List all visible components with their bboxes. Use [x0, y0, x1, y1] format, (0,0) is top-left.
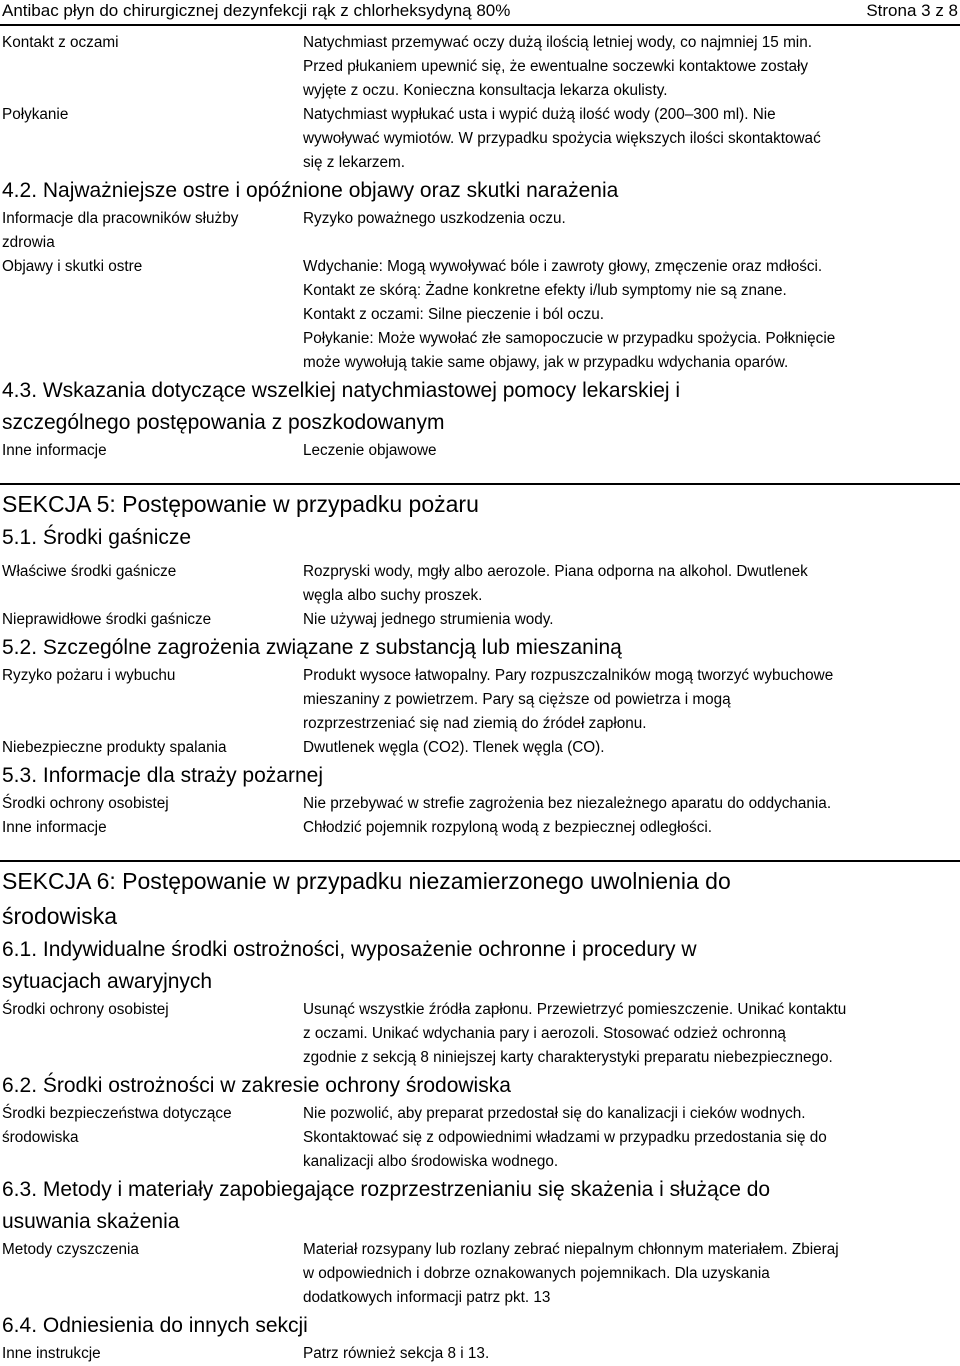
text-line: Produkt wysoce łatwopalny. Pary rozpuszczalników mogą tworzyć wybuchowe: [303, 667, 834, 684]
text-line: Przed płukaniem upewnić się, że ewentualne soczewki kontaktowe zostały: [303, 58, 809, 75]
text-line: Nie pozwolić, aby preparat przedostał się do kanalizacji i cieków wodnych.: [303, 1105, 806, 1122]
other-info-value: Leczenie objawowe: [303, 442, 437, 459]
personal-precautions-row: [0, 998, 960, 1070]
environmental-label: Środki bezpieczeństwa dotyczące środowiska: [2, 1105, 232, 1146]
text-line: dodatkowych informacji patrz pkt. 13: [303, 1289, 551, 1306]
cleanup-label: Metody czyszczenia: [2, 1241, 139, 1258]
ingestion-label: Połykanie: [2, 106, 69, 123]
text-line: Rozpryski wody, mgły albo aerozole. Piana odporna na alkohol. Dwutlenek: [303, 563, 808, 580]
references-label: Inne instrukcje: [2, 1345, 101, 1362]
subsection-heading-6-4: 6.4. Odniesienia do innych sekcji: [2, 1314, 308, 1337]
section-5: [0, 483, 960, 522]
subsection-heading-6-3: 6.3. Metody i materiały zapobiegające rozprzestrzenianiu się skażenia i służące do usuwania skażenia: [2, 1178, 771, 1233]
firefighter-ppe-label: Środki ochrony osobistej: [2, 795, 169, 812]
combustion-products-value: Dwutlenek węgla (CO2). Tlenek węgla (CO).: [303, 739, 605, 756]
references-value: Patrz również sekcja 8 i 13.: [303, 1345, 490, 1362]
unsuitable-media-row: [0, 608, 960, 632]
text-line: mieszaniny z powietrzem. Pary są cięższe od powietrza i mogą: [303, 691, 731, 708]
firefighter-other-value: Chłodzić pojemnik rozpyloną wodą z bezpiecznej odległości.: [303, 819, 712, 836]
text-line: Materiał rozsypany lub rozlany zebrać niepalnym chłonnym materiałem. Zbieraj: [303, 1241, 839, 1258]
combustion-products-label: Niebezpieczne produkty spalania: [2, 739, 227, 756]
text-line: z oczami. Unikać wdychania pary i aerozoli. Stosować odzież ochronną: [303, 1025, 786, 1042]
text-line: wywoływać wymiotów. W przypadku spożycia większych ilości skontaktować: [303, 130, 821, 147]
text-line: Wdychanie: Mogą wywoływać bóle i zawroty głowy, zmęczenie oraz mdłości.: [303, 258, 823, 275]
personal-precautions-value: [303, 998, 923, 1070]
section-heading-6-cont: środowiska: [2, 903, 118, 929]
references-row: [0, 1342, 960, 1366]
eye-contact-row: [0, 31, 960, 103]
other-info-row: [0, 439, 960, 463]
text-line: Natychmiast przemywać oczy dużą ilością letniej wody, co najmniej 15 min.: [303, 34, 812, 51]
page-header: [0, 0, 960, 26]
section-6: [0, 860, 960, 934]
text-line: się z lekarzem.: [303, 154, 406, 171]
symptoms-value: [303, 255, 923, 375]
unsuitable-media-value: Nie używaj jednego strumienia wody.: [303, 611, 554, 628]
text-line: węgla albo suchy proszek.: [303, 587, 483, 604]
unsuitable-media-label: Nieprawidłowe środki gaśnicze: [2, 611, 212, 628]
subsection-heading-6-2: 6.2. Środki ostrożności w zakresie ochrony środowiska: [2, 1074, 511, 1097]
eye-contact-value: [303, 31, 923, 103]
symptoms-row: [0, 255, 960, 375]
section-heading-6: SEKCJA 6: Postępowanie w przypadku niezamierzonego uwolnienia do: [2, 868, 731, 894]
text-line: Kontakt z oczami: Silne pieczenie i ból oczu.: [303, 306, 604, 323]
suitable-media-row: [0, 560, 960, 608]
firefighter-ppe-value: Nie przebywać w strefie zagrożenia bez niezależnego aparatu do oddychania.: [303, 795, 832, 812]
text-line: Skontaktować się z odpowiednimi władzami w przypadku przedostania się do: [303, 1129, 827, 1146]
subsection-heading-4-3: 4.3. Wskazania dotyczące wszelkiej natychmiastowej pomocy lekarskiej i szczególnego postępowania z poszkodowanym: [2, 379, 681, 434]
environmental-value: [303, 1102, 923, 1174]
ingestion-value: [303, 103, 923, 175]
medical-info-value: Ryzyko poważnego uszkodzenia oczu.: [303, 210, 566, 227]
text-line: Połykanie: Może wywołać złe samopoczucie w przypadku spożycia. Połknięcie: [303, 330, 836, 347]
firefighter-other-row: [0, 816, 960, 840]
eye-contact-label: Kontakt z oczami: [2, 34, 119, 51]
firefighter-other-label: Inne informacje: [2, 819, 107, 836]
document-title: Antibac płyn do chirurgicznej dezynfekcji rąk z chlorheksydyną 80%: [2, 1, 511, 20]
suitable-media-label: Właściwe środki gaśnicze: [2, 563, 177, 580]
ingestion-row: [0, 103, 960, 175]
medical-info-row: [0, 207, 960, 255]
firefighter-ppe-row: [0, 792, 960, 816]
text-line: może wywołują takie same objawy, jak w przypadku wdychania oparów.: [303, 354, 789, 371]
text-line: w odpowiednich i dobrze oznakowanych pojemnikach. Dla uzyskania: [303, 1265, 770, 1282]
fire-risk-value: [303, 664, 923, 736]
text-line: rozprzestrzeniać się nad ziemią do źródeł zapłonu.: [303, 715, 647, 732]
subsection-heading-5-3: 5.3. Informacje dla straży pożarnej: [2, 764, 323, 787]
subsection-heading-4-2: 4.2. Najważniejsze ostre i opóźnione objawy oraz skutki narażenia: [2, 179, 619, 202]
subsection-heading-5-2: 5.2. Szczególne zagrożenia związane z substancją lub mieszaniną: [2, 636, 622, 659]
text-line: Natychmiast wypłukać usta i wypić dużą ilość wody (200–300 ml). Nie: [303, 106, 776, 123]
text-line: Kontakt ze skórą: Żadne konkretne efekty i/lub symptomy nie są znane.: [303, 282, 787, 299]
subsection-heading-5-1: 5.1. Środki gaśnicze: [2, 526, 192, 549]
other-info-label: Inne informacje: [2, 442, 107, 459]
fire-risk-label: Ryzyko pożaru i wybuchu: [2, 667, 176, 684]
text-line: kanalizacji albo środowiska wodnego.: [303, 1153, 559, 1170]
text-line: Usunąć wszystkie źródła zapłonu. Przewietrzyć pomieszczenie. Unikać kontaktu: [303, 1001, 847, 1018]
fire-risk-row: [0, 664, 960, 736]
environmental-row: [0, 1102, 960, 1174]
personal-precautions-label: Środki ochrony osobistej: [2, 1001, 169, 1018]
cleanup-row: [0, 1238, 960, 1310]
page-number: Strona 3 z 8: [866, 1, 958, 20]
suitable-media-value: [303, 560, 923, 608]
combustion-products-row: [0, 736, 960, 760]
cleanup-value: [303, 1238, 923, 1310]
subsection-heading-6-1: 6.1. Indywidualne środki ostrożności, wyposażenie ochronne i procedury w sytuacjach awaryjnych: [2, 938, 697, 993]
section-heading-5: SEKCJA 5: Postępowanie w przypadku pożaru: [2, 491, 479, 517]
text-line: zgodnie z sekcją 8 niniejszej karty charakterystyki preparatu niebezpiecznego.: [303, 1049, 833, 1066]
medical-info-label: Informacje dla pracowników służby zdrowia: [2, 210, 239, 251]
symptoms-label: Objawy i skutki ostre: [2, 258, 143, 275]
text-line: wyjęte z oczu. Konieczna konsultacja lekarza okulisty.: [303, 82, 668, 99]
